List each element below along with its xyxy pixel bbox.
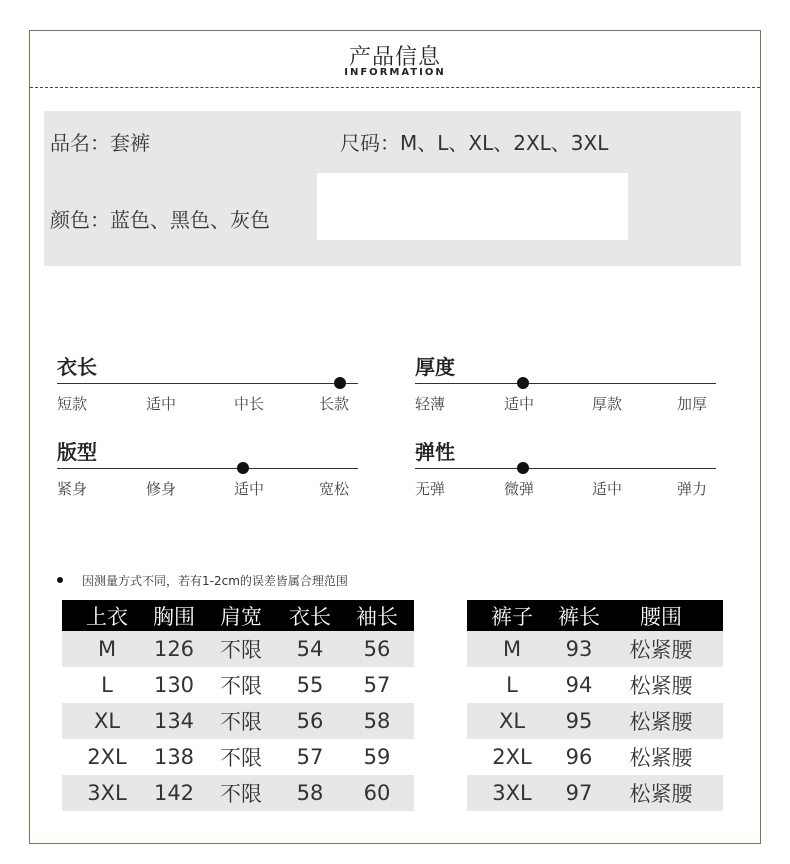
table-cell: 不限 (220, 638, 262, 662)
product-colors: 颜色：蓝色、黑色、灰色 (50, 208, 270, 232)
gauge-track (57, 383, 358, 384)
gauge-label: 弹力 (677, 480, 708, 498)
gauge-track (57, 468, 358, 469)
gauge-label: 适中 (146, 395, 177, 413)
table-cell: 60 (363, 781, 391, 805)
table-row (467, 775, 723, 811)
table-cell: 不限 (220, 782, 262, 806)
gauge-label: 微弹 (504, 480, 535, 498)
table-row (62, 739, 414, 775)
gauge-marker (334, 377, 346, 389)
table-header-row (62, 600, 414, 631)
table-header-cell: 上衣 (86, 604, 128, 629)
table-cell: 130 (153, 673, 195, 697)
gauge-label: 短款 (57, 395, 88, 413)
gauge-label: 修身 (146, 480, 177, 498)
table-cell: 松紧腰 (629, 782, 693, 806)
page-subtitle: INFORMATION (344, 67, 446, 78)
table-cell: 55 (296, 673, 324, 697)
gauge-label: 轻薄 (415, 395, 446, 413)
gauge-label: 适中 (234, 480, 265, 498)
table-row (62, 775, 414, 811)
table-row (62, 631, 414, 667)
table-cell: 不限 (220, 674, 262, 698)
table-header-cell: 腰围 (640, 604, 682, 629)
table-header-cell: 胸围 (153, 604, 195, 629)
gauge-label: 紧身 (57, 480, 88, 498)
bullet-icon (57, 577, 63, 583)
table-cell: 138 (153, 745, 195, 769)
table-cell: 56 (296, 709, 324, 733)
table-header-row (467, 600, 723, 631)
table-cell: 59 (363, 745, 391, 769)
table-header-cell: 裤子 (491, 604, 533, 629)
gauge-title: 版型 (57, 440, 97, 464)
table-cell: M (502, 637, 522, 661)
table-cell: XL (93, 709, 121, 733)
table-cell: 2XL (87, 745, 127, 769)
gauge-title: 弹性 (415, 440, 455, 464)
gauge-track (415, 383, 716, 384)
table-header-cell: 袖长 (356, 604, 398, 629)
table-row (467, 739, 723, 775)
table-cell: 58 (296, 781, 324, 805)
table-cell: 松紧腰 (629, 746, 693, 770)
gauge-label: 适中 (504, 395, 535, 413)
table-cell: 134 (153, 709, 195, 733)
table-cell: 2XL (492, 745, 532, 769)
table-cell: XL (498, 709, 526, 733)
gauge-label: 中长 (234, 395, 265, 413)
table-cell: L (101, 673, 113, 697)
gauge-label: 加厚 (677, 395, 708, 413)
gauge-label: 宽松 (319, 480, 350, 498)
gauge-track (415, 468, 716, 469)
gauge-label: 厚款 (592, 395, 623, 413)
info-panel (44, 111, 741, 266)
dashed-divider (30, 87, 760, 88)
table-cell: 3XL (492, 781, 532, 805)
table-cell: 126 (153, 637, 195, 661)
table-cell: M (97, 637, 117, 661)
table-cell: 松紧腰 (629, 638, 693, 662)
gauge-title: 衣长 (57, 355, 97, 379)
table-cell: 93 (565, 637, 593, 661)
table-cell: 142 (153, 781, 195, 805)
table-header-cell: 裤长 (558, 604, 600, 629)
table-cell: 54 (296, 637, 324, 661)
table-row (467, 631, 723, 667)
table-cell: L (506, 673, 518, 697)
table-cell: 不限 (220, 710, 262, 734)
product-name: 品名：套裤 (50, 131, 150, 155)
gauge-label: 适中 (592, 480, 623, 498)
table-cell: 57 (363, 673, 391, 697)
table-cell: 56 (363, 637, 391, 661)
table-cell: 58 (363, 709, 391, 733)
table-cell: 57 (296, 745, 324, 769)
table-row (62, 667, 414, 703)
gauge-label: 无弹 (415, 480, 446, 498)
table-header-cell: 衣长 (289, 604, 331, 629)
gauge-title: 厚度 (415, 355, 455, 379)
table-row (62, 703, 414, 739)
page-title: 产品信息 (348, 45, 441, 70)
table-cell: 不限 (220, 746, 262, 770)
table-row (467, 667, 723, 703)
table-cell: 94 (565, 673, 593, 697)
gauge-label: 长款 (319, 395, 350, 413)
product-sizes: 尺码：M、L、XL、2XL、3XL (340, 131, 609, 155)
table-cell: 松紧腰 (629, 710, 693, 734)
table-header-cell: 肩宽 (220, 604, 262, 629)
table-cell: 95 (565, 709, 593, 733)
table-cell: 97 (565, 781, 593, 805)
table-row (467, 703, 723, 739)
measurement-note: 因测量方式不同，若有1-2cm的误差皆属合理范围 (82, 574, 348, 588)
info-blank-box (317, 173, 628, 240)
table-cell: 96 (565, 745, 593, 769)
table-cell: 3XL (87, 781, 127, 805)
table-cell: 松紧腰 (629, 674, 693, 698)
